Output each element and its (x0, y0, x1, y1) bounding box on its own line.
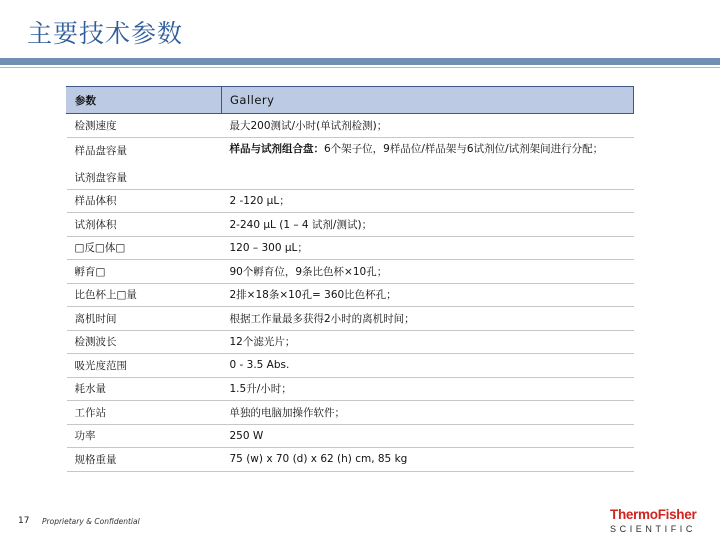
param-cell (67, 137, 222, 189)
param-cell: 规格重量 (67, 448, 222, 472)
title-divider-thin (0, 67, 720, 68)
table-row (67, 377, 634, 401)
table-header-row (67, 87, 634, 114)
value-cell: 75 (w) x 70 (d) x 62 (h) cm, 85 kg (222, 448, 634, 472)
page-number: 17 (18, 516, 30, 526)
value-cell: 根据工作量最多获得2小时的离机时间； (222, 307, 634, 331)
value-cell: 单独的电脑加操作软件； (222, 401, 634, 425)
table-row (67, 330, 634, 354)
table-row (67, 354, 634, 378)
param-reagent-tray: 试剂盘容量 (74, 171, 127, 184)
value-cell: 最大200测试/小时(单试剂检测)； (222, 114, 634, 138)
value-cell: 1.5升/小时； (222, 377, 634, 401)
table-row (67, 236, 634, 260)
param-cell: □反□体□ (67, 236, 222, 260)
value-cell: 0 - 3.5 Abs. (222, 354, 634, 378)
table-row (67, 137, 634, 189)
title-divider (0, 58, 720, 65)
value-text: 6个架子位，9样品位/样品架与6试剂位/试剂架间进行分配； (324, 142, 604, 155)
value-cell: 2-240 μL (1 – 4 试剂/测试)； (222, 213, 634, 237)
table-row (67, 213, 634, 237)
table-row (67, 260, 634, 284)
header-gallery: Gallery (222, 87, 634, 114)
value-cell (222, 137, 634, 189)
param-cell: 试剂体积 (67, 213, 222, 237)
table-row (67, 307, 634, 331)
value-bold-label: 样品与试剂组合盘： (229, 142, 324, 155)
param-sample-tray: 样品盘容量 (74, 144, 127, 157)
value-cell: 250 W (222, 424, 634, 448)
param-cell: 检测速度 (67, 114, 222, 138)
value-cell: 120 – 300 μL； (222, 236, 634, 260)
param-cell: 吸光度范围 (67, 354, 222, 378)
table-row (67, 448, 634, 472)
table-row (67, 283, 634, 307)
parameters-table (66, 86, 634, 472)
logo-subtitle: SCIENTIFIC (610, 524, 697, 534)
param-cell: 耗水量 (67, 377, 222, 401)
header-param: 参数 (67, 87, 222, 114)
param-cell: 工作站 (67, 401, 222, 425)
param-cell: 功率 (67, 424, 222, 448)
page-title: 主要技术参数 (27, 19, 184, 48)
param-cell: 离机时间 (67, 307, 222, 331)
logo-wordmark: ThermoFisher (610, 507, 697, 522)
value-cell: 2 -120 μL； (222, 189, 634, 213)
param-cell: 比色杯上□量 (67, 283, 222, 307)
table-row (67, 114, 634, 138)
param-cell: 样品体积 (67, 189, 222, 213)
confidential-notice: Proprietary & Confidential (42, 517, 140, 526)
value-cell: 12个滤光片； (222, 330, 634, 354)
value-cell: 90个孵育位，9条比色杯×10孔； (222, 260, 634, 284)
param-cell: 孵育□ (67, 260, 222, 284)
thermo-fisher-logo (610, 508, 710, 536)
value-cell: 2排×18条×10孔= 360比色杯孔； (222, 283, 634, 307)
table-row (67, 424, 634, 448)
table-row (67, 401, 634, 425)
param-cell: 检测波长 (67, 330, 222, 354)
table-row (67, 189, 634, 213)
